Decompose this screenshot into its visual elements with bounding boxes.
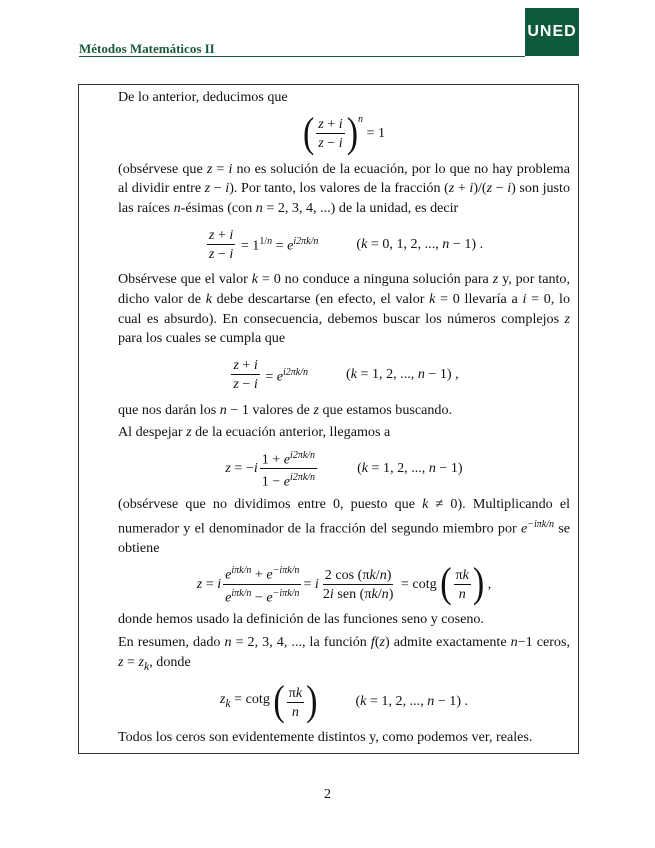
paragraph-1: De lo anterior, deducimos que: [118, 89, 288, 105]
paragraph-7: donde hemos usado la definición de las funciones seno y coseno.: [118, 611, 484, 628]
paragraph-8: En resumen, dado n = 2, 3, 4, ..., la función f(z) admite exactamente n−1 ceros, $z = z_k$, donde: [118, 634, 570, 673]
paragraph-3: Obsérvese que el valor k = 0 no conduce a ninguna solución para z y, por tanto, dicho valor de k debe descartarse (en efecto, el valor k = 0 llevaría a i = 0, lo cual es absurdo). En consecuencia, debemos buscar los números complejos z para los cuales se cumpla que: [118, 271, 570, 347]
document-body: [118, 88, 570, 748]
paragraph-9: Todos los ceros son evidentemente distintos y, como podemos ver, reales.: [118, 729, 533, 745]
equation-5: z = i $\frac{e^{i\pi k/n} + e^{-i\pi k/n}}{e^{i\pi k/n} - e^{-i\pi k/n}}$ = i $\frac{2 \cos (\pi k/n)}{\text{2i sen (πk/n)}}$ = cotg ( $\frac{\pi k}{n}$ ) ,: [196, 560, 492, 607]
header-title: Métodos Matemáticos II: [79, 41, 215, 56]
uned-logo: UNED: [525, 8, 579, 56]
paragraph-6: (obsérvese que no dividimos entre 0, puesto que k ≠ 0). Multiplicando el numerador y el denominador de la fracción del segundo miembro por $e^{-i\pi k/n}$ se obtiene: [118, 495, 570, 556]
equation-2: $\frac{z + i}{z - i}$ = $1^{1/n} = e^{i2\pi k/n}$ (k = 0, 1, 2, ..., n − 1) .: [208, 226, 484, 262]
equation-4: z = −i $\frac{1 + e^{i2\pi k/n}}{1 - e^{i2\pi k/n}}$ (k = 1, 2, ..., n − 1): [118, 447, 570, 491]
paragraph-4: que nos darán los n − 1 valores de z que estamos buscando.: [118, 401, 453, 418]
equation-3: $\frac{z + i}{z - i}$ = $e^{i2\pi k/n}$ (k = 1, 2, ..., n − 1) ,: [233, 357, 459, 393]
equation-6: $z_k = \cot g$ ( $\frac{\pi k}{n}$ ) (k = 1, 2, ..., n − 1) .: [219, 678, 469, 725]
paragraph-2: (obsérvese que z = i no es solución de la ecuación, por lo que no hay problema al dividir entre z − i). Por tanto, los valores de la fracción (z + i)/(z − i) son justo las raíces n-ésimas (con n = 2, 3, 4, ...) de la unidad, es decir: [118, 160, 570, 216]
paragraph-5: Al despejar z de la ecuación anterior, llegamos a: [118, 424, 391, 441]
page-number: 2: [324, 787, 331, 802]
header-rule: [79, 56, 525, 57]
equation-1: ( $\frac{z + i}{z - i}$ ) $^n$ = 1: [302, 109, 386, 157]
